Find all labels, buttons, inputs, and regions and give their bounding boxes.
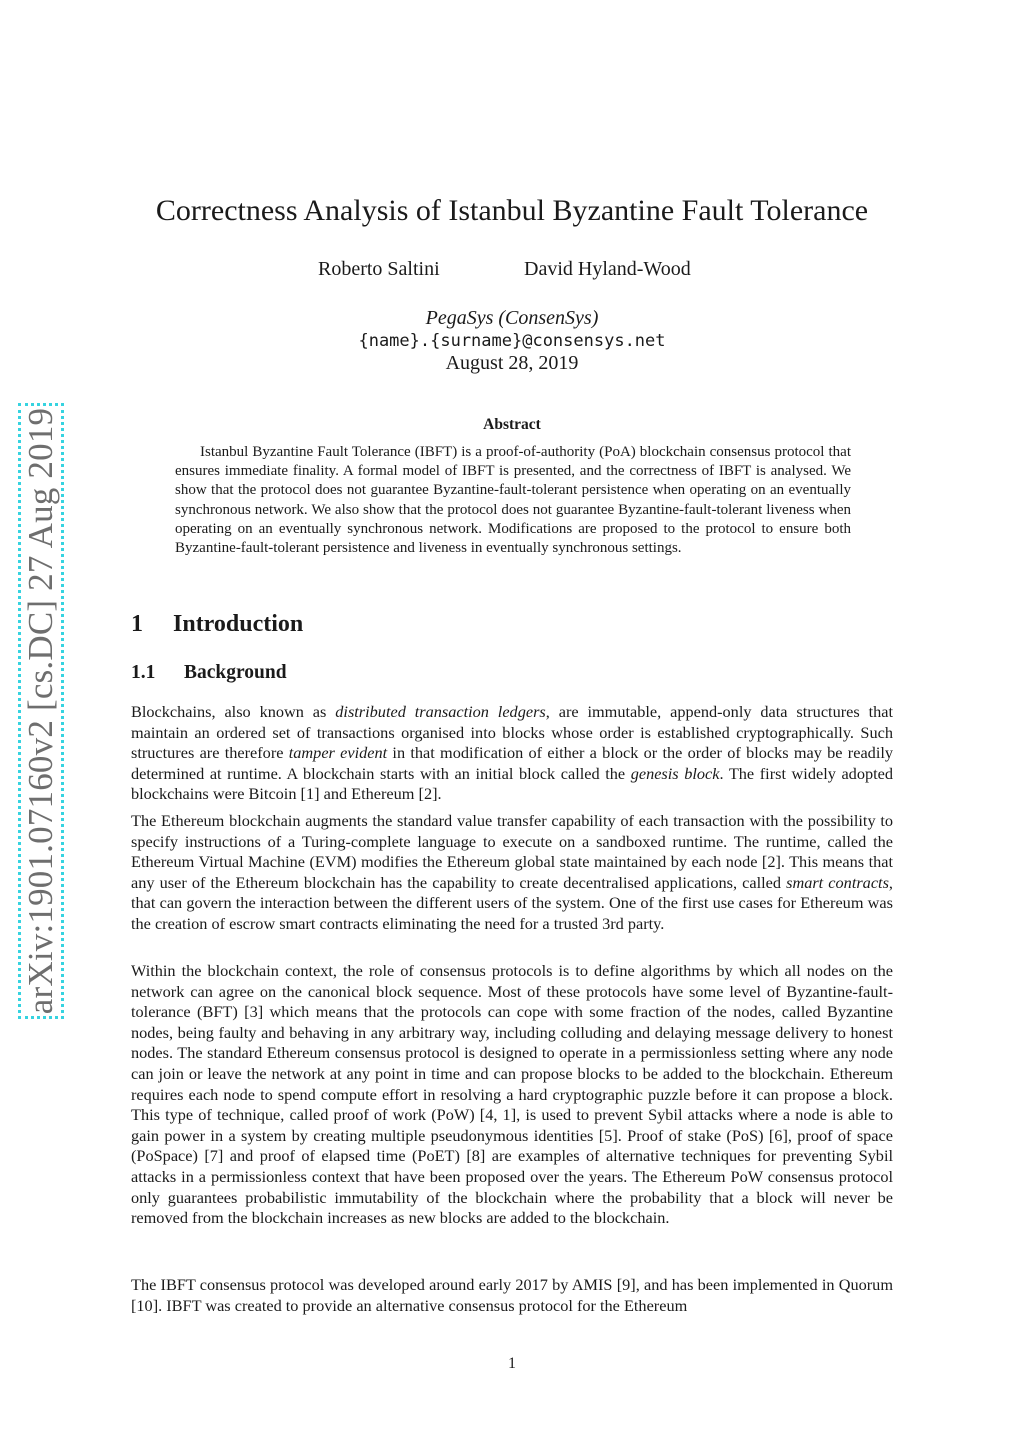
paragraph-1-text-a: Blockchains, also known as [131,702,336,721]
affiliation: PegaSys (ConsenSys) [425,307,599,329]
section-heading-introduction [131,611,303,638]
page-number: 1 [508,1355,516,1372]
term-smart-contracts: smart contracts [786,872,889,892]
section-number: 1 [131,611,143,637]
publication-date: August 28, 2019 [445,352,579,374]
abstract-heading: Abstract [483,416,541,433]
term-tamper-evident: tamper evident [288,743,388,763]
email-address: {name}.{surname}@consensys.net [358,331,666,351]
paragraph-1-text-c: in that modification of either a block or the order of blocks may be readily determined at runtime. A blockchain starts with an initial block called the [131,743,894,783]
author-1: Roberto Saltini [318,258,440,280]
section-title: Introduction [173,611,304,637]
subsection-number: 1.1 [131,662,156,683]
paragraph-2-text-a: The Ethereum blockchain augments the standard value transfer capability of each transaction with the possibility to specify instructions of a Turing-complete language to execute on a sandboxed runtime. The runtime, called the Ethereum Virtual Machine (EVM) modifies the Ethereum global state maintained by each node [2]. This means that any user of the Ethereum blockchain has the capability to create decentralised applications, called [131,811,893,892]
paragraph-1 [131,702,893,805]
subsection-title: Background [184,662,287,683]
paragraph-2 [131,811,893,935]
arxiv-identifier: arXiv:1901.07160v2 [cs.DC] 27 Aug 2019 [21,407,60,1015]
arxiv-stamp [18,403,64,1019]
paragraph-3: Within the blockchain context, the role of consensus protocols is to define algorithms by which all nodes on the network can agree on the canonical block sequence. Most of these protocols have some level of Byzantine-fault-tolerance (BFT) [3] which means that the protocols can cope with some fraction of the nodes, called Byzantine nodes, being faulty and behaving in any arbitrary way, including colluding and delaying message delivery to honest nodes. The standard Ethereum consensus protocol is designed to operate in a permissionless setting where any node can join or leave the network at any point in time and can propose blocks to be added to the blockchain. Ethereum requires each node to spend compute effort in resolving a hard cryptographic puzzle before it can propose a block. This type of technique, called proof of work (PoW) [4, 1], is used to prevent Sybil attacks where a node is able to gain power in a system by creating multiple pseudonymous identities [5]. Proof of stake (PoS) [6], proof of space (PoSpace) [7] and proof of elapsed time (PoET) [8] are examples of alternative techniques for preventing Sybil attacks in a permissionless context that have been proposed over the years. The Ethereum PoW consensus protocol only guarantees probabilistic immutability of the blockchain where the probability that a block will never be removed from the blockchain increases as new blocks are added to the blockchain. [131,961,893,1228]
paragraph-4: The IBFT consensus protocol was developed around early 2017 by AMIS [9], and has been implemented in Quorum [10]. IBFT was created to provide an alternative consensus protocol for the Ethereum [131,1275,893,1315]
term-genesis-block: genesis block [630,763,720,783]
abstract-text: Istanbul Byzantine Fault Tolerance (IBFT) is a proof-of-authority (PoA) blockchain consensus protocol that ensures immediate finality. A formal model of IBFT is presented, and the correctness of IBFT is analysed. We show that the protocol does not guarantee Byzantine-fault-tolerant persistence when operating on an eventually synchronous network. We also show that the protocol does not guarantee Byzantine-fault-tolerant liveness when operating on an eventually synchronous network. Modifications are proposed to the protocol to ensure both Byzantine-fault-tolerant persistence and liveness in eventually synchronous settings. [175,444,851,557]
paragraph-2-text-b: , that can govern the interaction between the different users of the system. One of the first use cases for Ethereum was the creation of escrow smart contracts eliminating the need for a trusted 3rd party. [131,872,893,933]
paragraph-1-text-d: . The first widely adopted blockchains were Bitcoin [1] and Ethereum [2]. [131,763,893,804]
paragraph-1-text-b: , are immutable, append-only data structures that maintain an ordered set of transactions organised into blocks whose order is established cryptographically. Such structures are therefore [131,702,894,763]
subsection-heading-background [131,662,287,684]
author-2: David Hyland-Wood [524,258,691,280]
paper-title: Correctness Analysis of Istanbul Byzantine Fault Tolerance [155,194,869,227]
term-distributed-transaction-ledgers: distributed transaction ledgers [335,702,546,721]
